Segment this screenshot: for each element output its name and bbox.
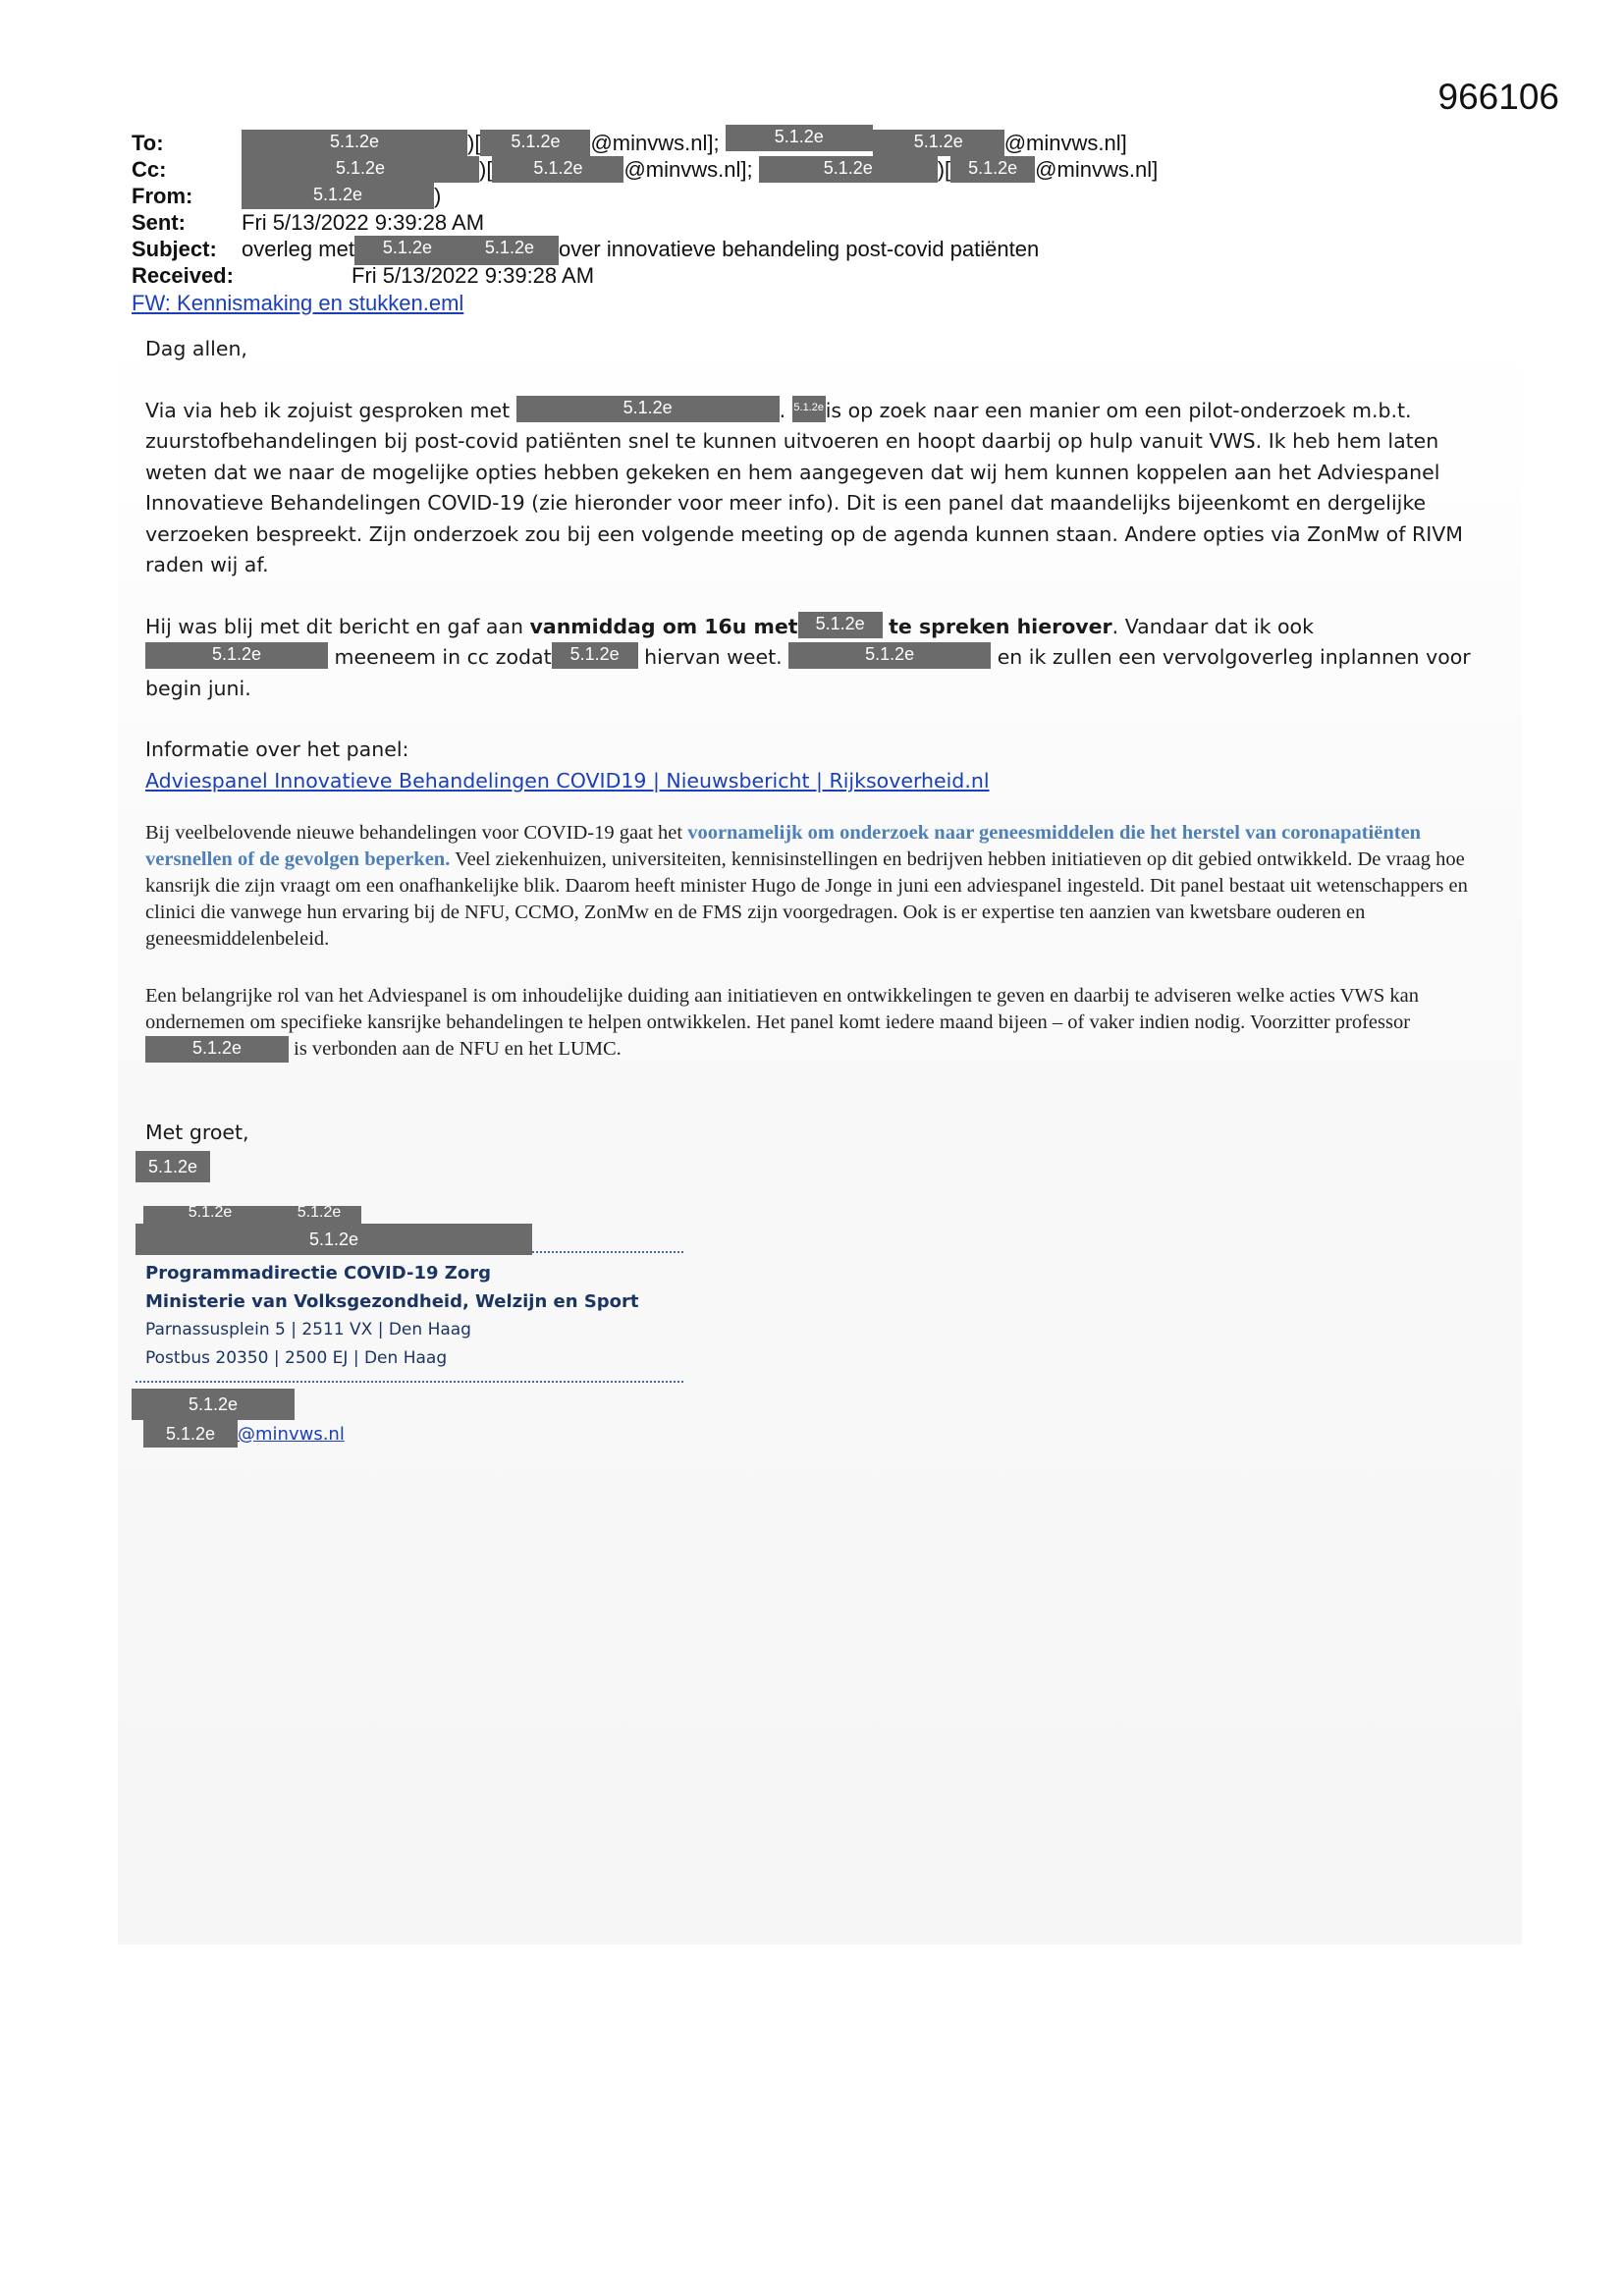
subject-text: over innovatieve behandeling post-covid patiënten xyxy=(558,237,1040,261)
email-link[interactable]: @minvws.nl xyxy=(238,1423,345,1445)
cc-label: Cc: xyxy=(132,157,167,182)
redaction: 5.1.2e xyxy=(354,236,460,265)
redaction: 5.1.2e xyxy=(759,156,938,183)
redaction: 5.1.2e xyxy=(145,1036,289,1063)
paragraph-1: Via via heb ik zojuist gesproken met 5.1.2e . 5.1.2eis op zoek naar een manier om een pilot-onderzoek m.b.t. zuurstofbehandelingen bij post-covid patiënten snel te kunnen uitvoeren en hoopt daarbij op hulp vanuit VWS. Ik heb hem laten weten dat we naar de mogelijke opties hebben gekeken en hem aangegeven dat wij hem kunnen koppelen aan het Adviespanel Innovatieve Behandelingen COVID-19 (zie hieronder voor meer info). Dit is een panel dat maandelijks bijeenkomt en dergelijke verzoeken bespreekt. Zijn onderzoek zou bij een volgende meeting op de agenda kunnen staan. Andere opties via ZonMw of RIVM raden wij af. xyxy=(145,397,1463,576)
redaction: 5.1.2e xyxy=(552,642,638,669)
redaction: 5.1.2e xyxy=(242,130,467,156)
subject-label: Subject: xyxy=(132,237,217,261)
received-label: Received: xyxy=(132,263,234,288)
signature-block xyxy=(145,1206,1500,1449)
closing: Met groet, xyxy=(145,1121,249,1144)
redaction: 5.1.2e xyxy=(798,612,883,638)
to-bracket: )[ xyxy=(467,131,481,155)
address-visit: Parnassusplein 5 | 2511 VX | Den Haag xyxy=(145,1319,471,1339)
address-post: Postbus 20350 | 2500 EJ | Den Haag xyxy=(145,1347,448,1368)
to-domain-1: @minvws.nl]; xyxy=(590,131,720,155)
greeting: Dag allen, xyxy=(145,337,247,360)
redaction: 5.1.2e xyxy=(460,236,559,265)
to-label: To: xyxy=(132,131,164,155)
redaction: 5.1.2e xyxy=(143,1420,238,1448)
redaction: 5.1.2e xyxy=(480,130,590,156)
quote-paragraph-1: Bij veelbelovende nieuwe behandelingen voor COVID-19 gaat het voornamelijk om onderzoek naar geneesmiddelen die het herstel van coronapatiënten versnellen of de gevolgen beperken. Veel ziekenhuizen, universiteiten, kennisinstellingen en bedrijven hebben initiatieven op dit gebied ontwikkeld. De vraag hoe kansrijk die zijn vraagt om een onafhankelijke blik. Daarom heeft minister Hugo de Jonge in juni een adviespanel ingesteld. Dit panel bestaat uit wetenschappers en clinici die vanwege hun ervaring bij de NFU, CCMO, ZonMw en de FMS zijn voorgedragen. Ook is er expertise ten aanzien van kwetsbare ouderen en geneesmiddelenbeleid. xyxy=(145,822,1468,950)
to-domain-2: @minvws.nl] xyxy=(1003,131,1127,155)
redaction: 5.1.2e xyxy=(242,156,479,183)
quote-paragraph-2: Een belangrijke rol van het Adviespanel is om inhoudelijke duiding aan initiatieven en ontwikkelingen te geven en daarbij te adviseren welke acties VWS kan ondernemen om specifieke kansrijke behandelingen te helpen ontwikkelen. Het panel komt iedere maand bijeen – of vaker indien nodig. Voorzitter professor 5.1.2e is verbonden aan de NFU en het LUMC. xyxy=(145,983,1500,1063)
department: Programmadirectie COVID-19 Zorg xyxy=(145,1262,491,1284)
sent-label: Sent: xyxy=(132,210,186,235)
redaction: 5.1.2e xyxy=(873,130,1004,156)
redaction: 5.1.2e xyxy=(135,1224,532,1255)
subject-text: overleg met xyxy=(242,237,354,261)
cc-bracket: )[ xyxy=(937,157,951,182)
redaction: 5.1.2e xyxy=(145,642,328,669)
redaction: 5.1.2e xyxy=(726,125,873,151)
redaction: 5.1.2e xyxy=(135,1151,210,1182)
redaction: 5.1.2e xyxy=(132,1389,295,1420)
email-body xyxy=(145,334,1500,1449)
from-label: From: xyxy=(132,184,193,208)
received-value: Fri 5/13/2022 9:39:28 AM xyxy=(352,263,595,288)
paragraph-2: Hij was blij met dit bericht en gaf aan vanmiddag om 16u met 5.1.2e te spreken hierover. Vandaar dat ik ook 5.1.2e meeneem in cc zodat 5.1.2e hiervan weet. 5.1.2e en ik zullen een vervolgoverleg inplannen voor begin juni. xyxy=(145,613,1471,700)
redaction: 5.1.2e xyxy=(516,396,780,422)
redaction: 5.1.2e xyxy=(792,396,826,422)
redaction: 5.1.2e xyxy=(492,156,623,183)
ministry: Ministerie van Volksgezondheid, Welzijn en Sport xyxy=(145,1290,639,1312)
cc-bracket: )[ xyxy=(479,157,493,182)
redaction: 5.1.2e xyxy=(143,1206,277,1224)
attachment-link[interactable]: FW: Kennismaking en stukken.eml xyxy=(132,291,464,315)
redaction: 5.1.2e xyxy=(242,183,434,209)
redaction: 5.1.2e xyxy=(788,642,991,669)
from-close: ) xyxy=(434,184,442,208)
panel-link[interactable]: Adviespanel Innovatieve Behandelingen COVID19 | Nieuwsbericht | Rijksoverheid.nl xyxy=(145,768,990,793)
cc-domain-2: @minvws.nl] xyxy=(1035,157,1159,182)
sent-value: Fri 5/13/2022 9:39:28 AM xyxy=(242,210,485,235)
redaction: 5.1.2e xyxy=(277,1206,361,1224)
cc-domain-1: @minvws.nl]; xyxy=(623,157,753,182)
divider xyxy=(135,1377,683,1383)
redaction: 5.1.2e xyxy=(950,156,1035,183)
document-number: 966106 xyxy=(1437,77,1559,117)
panel-info: Informatie over het panel: Adviespanel Innovatieve Behandelingen COVID19 | Nieuwsbericht | Rijksoverheid.nl xyxy=(145,738,990,793)
